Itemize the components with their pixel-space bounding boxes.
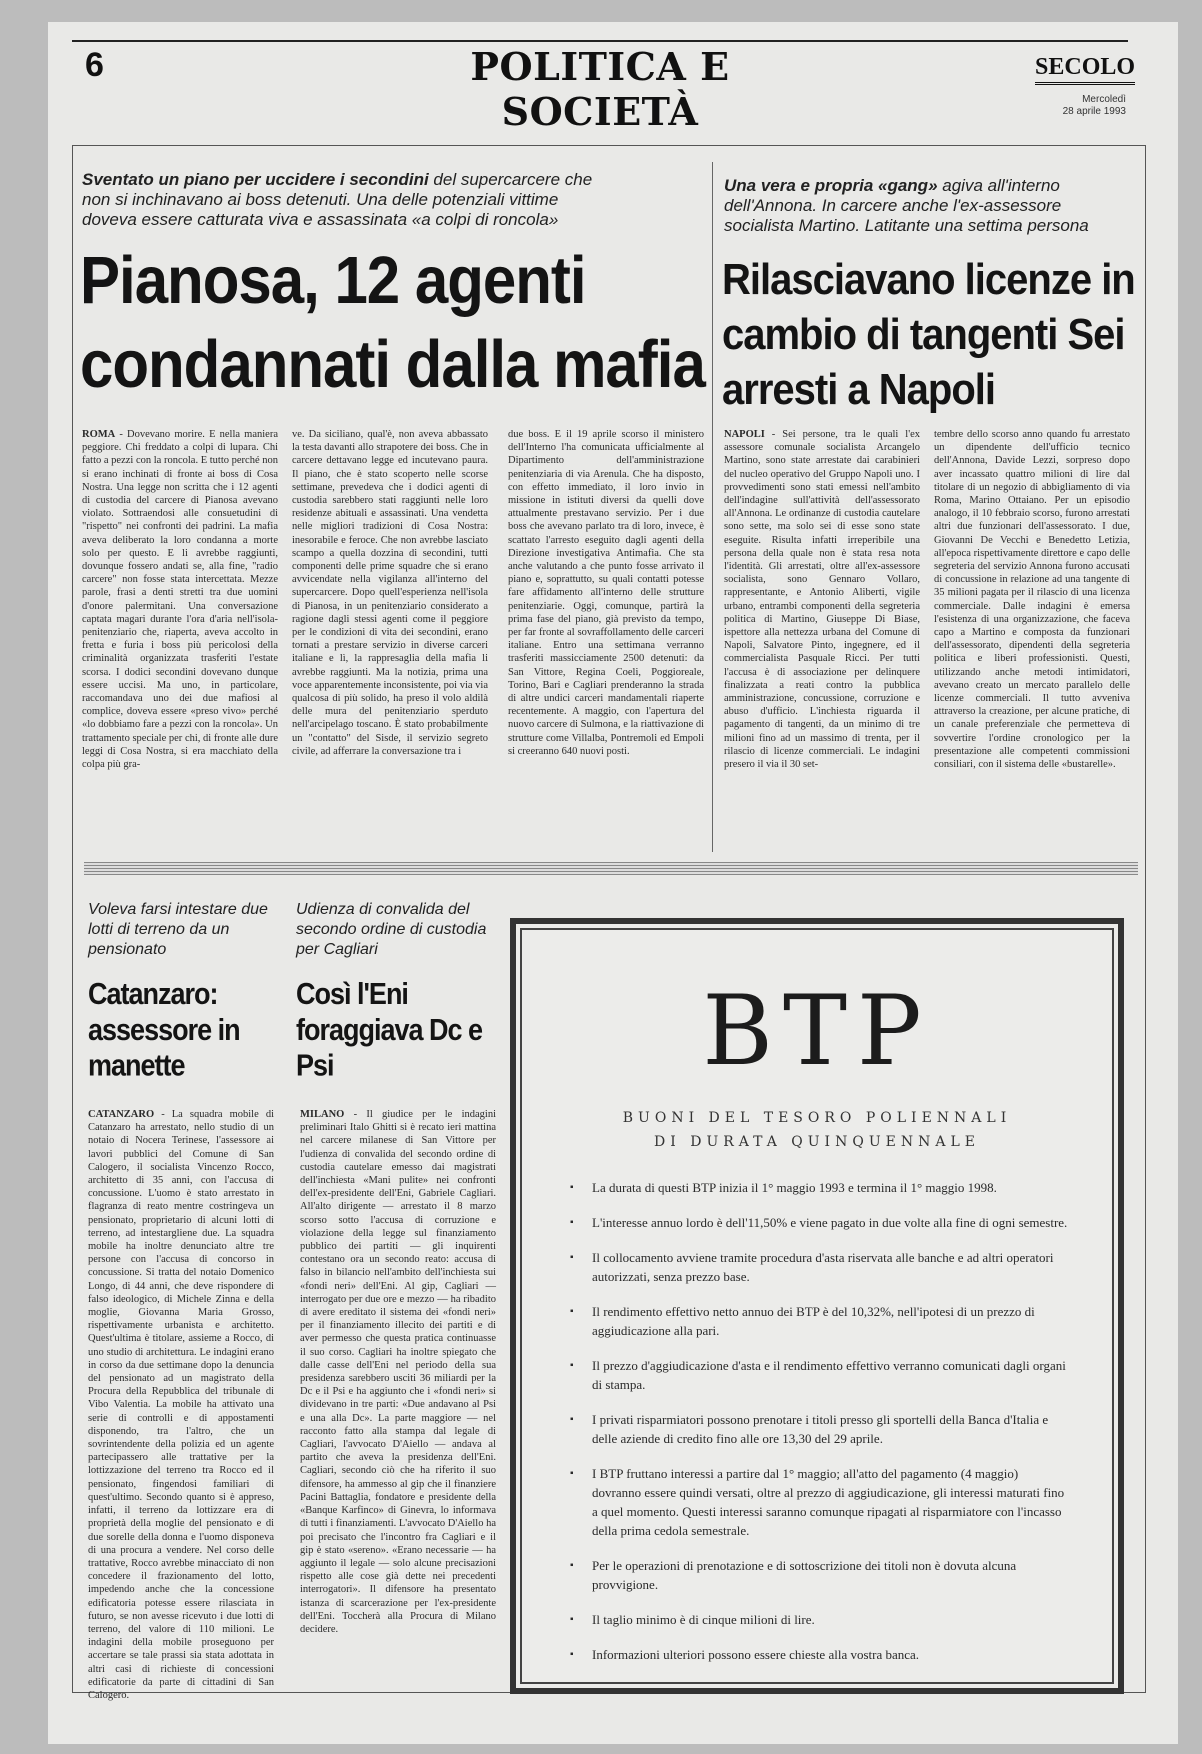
btp-term-item: ▪ Il prezzo d'aggiudicazione d'asta e il rendimento effettivo verranno comunicati dagli organi di stampa. xyxy=(580,1356,1070,1394)
lead-kicker-bold: Sventato un piano per uccidere i secondini xyxy=(82,170,429,189)
section-divider-bar xyxy=(84,862,1138,875)
issue-weekday: Mercoledì xyxy=(1082,94,1126,105)
napoli-dateline: NAPOLI xyxy=(724,429,765,440)
lead-column-2: ve. Da siciliano, qual'è, non aveva abbassato la testa davanti allo strapotere dei boss. Che in carcere dettavano legge ed incutevano paura. Il piano, che è stato scoperto nelle scorse settimane, prevedeva che i dodici agenti di custodia sarebbero stati raggiunti nelle loro residenze abituali e assassinati. Una vendetta nelle migliori tradizioni di Cosa Nostra: inesorabile e feroce. Che non avrebbe lasciato scampo a quella dozzina di secondini, tutti componenti delle prime squadre che si erano avvicendate nella vigilanza all'interno del supercarcere. Dopo quell'esperienza nell'isola di Pianosa, in un penitenziario considerato a ragione dagli stessi agenti come il peggiore per le condizioni di vita dei secondini, erano tornati a prestare servizio in diverse carceri italiane e lì, la rappresaglia della mafia li avrebbe raggiunti. Ma la notizia, prima una voce apparentemente inconsistente, poi via via qualcosa di più solido, ha preso il volo aldilà delle mura del penitenziario sperduto nell'arcipelago toscano. È stato probabilmente un "contatto" del Sisde, il servizio segreto civile, ad afferrare la conversazione tra i xyxy=(292,429,488,757)
lead-col1-text: - Dovevano morire. E nella maniera peggiore. Chi freddato a colpi di lupara. Chi fatto a pezzi con la roncola. E tutto perché non si erano inchinati di fronte ai boss di Cosa Nostra. Una legge non scritta che i 12 agenti di custodia del carcere di Pianosa avevano violato. Sottraendosi alle consuetudini di "rispetto" nei confronti dei padrini. La mafia aveva deliberato la loro condanna a morte solo per questo. E li avrebbe raggiunti, dovunque fossero andati se, alla fine, "radio carcere" non fosse stata intercettata. Mezze parole, frasi a denti stretti tra due uomini d'onore palermitani. Una conversazione captata magari durante l'ora d'aria nell'isola-penitenziario che, riaperta, aveva accolto in fretta e furia i boss più pericolosi della criminalità organizzata trasferiti l'estate scorsa. I dodici secondini dovevano dunque essere uccisi. Ma uno, in particolare, raccomandava uno dei due mafiosi al complice, doveva essere «preso vivo» perché «lo dobbiamo fare a pezzi con la roncola». Un trattamento speciale per chi, di fronte alle dure leggi di Cosa Nostra, si era macchiato della colpa più gra- xyxy=(82,429,278,771)
catanzaro-dateline: CATANZARO xyxy=(88,1109,155,1120)
btp-term-item: ▪ Il rendimento effettivo netto annuo dei BTP è del 10,32%, nell'ipotesi di un prezzo di aggiudicazione alla pari. xyxy=(580,1302,1070,1340)
napoli-column-2: tembre dello scorso anno quando fu arrestato un dipendente dell'ufficio tecnico dell'Annona, Davide Lezzi, sorpreso dopo aver incassato quattro milioni di lire dal titolare di un negozio di abbigliamento di via Roma, Marino Ottaiano. Per un episodio analogo, il 10 febbraio scorso, furono arrestati altri due funzionari dell'assessorato. I due, Giovanni De Vecchi e Benedetto Letizia, all'epoca rispettivamente direttore e capo delle segreteria del servizio Annona furono accusati di concussione in relazione ad una tangente di 35 milioni pagata per il rilascio di una licenza commerciale. Dalle indagini è emersa l'esistenza di una organizzazione, che faceva capo a Martino e composta da funzionari dell'assessorato, dipendenti della segreteria politica e liberi professionisti. Questi, utilizzando anche metodi intimidatori, avevano creato un mercato parallelo delle licenze commerciali. Il tutto avveniva attraverso la creazione, per alcune pratiche, di un canale preferenziale che permetteva di sovvertire l'ordine cronologico per la presentazione alle competenti commissioni consiliari, con il sistema delle «bustarelle». xyxy=(934,429,1130,771)
napoli-kicker-bold: Una vera e propria «gang» xyxy=(724,176,938,195)
eni-text: - Il giudice per le indagini preliminari Italo Ghitti si è recato ieri mattina nel carcere milanese di San Vittore per l'udienza di convalida del secondo ordine di custodia cautelare emesso dai magistrati dell'inchiesta «Mani pulite» nei confronti dell'ex-presidente dell'Eni, Gabriele Cagliari. All'alto dirigente — arrestato il 8 marzo scorso sotto l'accusa di corruzione e violazione della legge sul finanziamento pubblico dei partiti — gli inquirenti contestano ora un secondo reato: accusa di falso in bilancio nell'ambito dell'inchiesta sui «fondi neri» dell'Eni. Al gip, Cagliari — interrogato per due ore e mezzo — ha ribadito di avere ereditato il sistema dei «fondi neri» per il finanziamento illecito dei partiti e di aver permesso che questa pratica continuasse il suo corso. Cagliari ha inoltre spiegato che dalle casse dell'Eni nel periodo della sua presidenza sarebbero usciti 36 miliardi per la Dc e il Psi e ha aggiunto che i «fondi neri» si dividevano in tre parti: «Due andavano al Psi e una alla Dc». La parte maggiore — nel racconto fatto alla stampa dal legale di Cagliari, l'avvocato D'Aiello — andava al partito che aveva la presidenza dell'Eni. Cagliari, secondo ciò che ha riferito il suo difensore, ha ammesso al gip che il finanziere Pacini Battaglia, fondatore e presidente della «Banque Karfinco» di Ginevra, lo informava di tutti i finanziamenti. L'avvocato D'Aiello ha poi precisato che l'incontro fra Cagliari e il gip è stato «sereno». «Erano necessarie — ha aggiunto il legale — solo alcune precisazioni rispetto alle cose già dette nei precedenti interrogatori». Il difensore ha presentato istanza di scarcerazione per l'ex-presidente dell'Eni. Toccherà alla Procura di Milano decidere. xyxy=(300,1109,496,1635)
btp-term-item: ▪ Per le operazioni di prenotazione e di sottoscrizione dei titoli non è dovuta alcuna provvigione. xyxy=(580,1556,1070,1594)
lead-column-1 xyxy=(82,428,278,848)
eni-dateline: MILANO xyxy=(300,1109,345,1120)
btp-terms-list xyxy=(580,1178,1070,1680)
btp-term-item: ▪ La durata di questi BTP inizia il 1° maggio 1993 e termina il 1° maggio 1998. xyxy=(580,1178,1070,1197)
page-number: 6 xyxy=(85,46,104,84)
btp-subtitle-line-2: DI DURATA QUINQUENNALE xyxy=(654,1134,980,1150)
napoli-kicker xyxy=(724,176,1124,236)
napoli-kicker-text: agiva all'interno dell'Annona. In carcere anche l'ex-assessore socialista Martino. Latitante una settima persona xyxy=(724,176,1089,235)
catanzaro-text: - La squadra mobile di Catanzaro ha arrestato, nello studio di un notaio di Nocera Terinese, l'assessore ai lavori pubblici del Comune di San Calogero, il socialista Vincenzo Rocco, architetto di 35 anni, con l'accusa di concussione. L'uomo è stato arrestato in flagranza di reato mentre costringeva un pensionato, proprietario di alcuni lotti di terreno, ad intestargliene due. La squadra mobile ha inoltre denunciato altre tre persone con l'accusa di concorso in concussione. Si tratta del notaio Domenico Longo, di 44 anni, che deve rispondere di falso ideologico, di Michele Zinna e della moglie, Giovanna Maria Grosso, rispettivamente urbanista e architetto. Quest'ultima è titolare, assieme a Rocco, di uno studio di architettura. Le indagini erano in corso da due settimane dopo la denuncia del pensionato ad un magistrato della Procura della Repubblica del tribunale di Vibo Valentia. La mobile ha attivato una serie di controlli e di appostamenti disponendo, tra l'altro, che un sovrintendente della polizia ed un agente partecipassero alle trattative per la lottizzazione del terreno tra Rocco ed il pensionato, fingendosi familiari di quest'ultimo. Secondo quanto si è appreso, infatti, il terreno da lottizzare era di proprietà della moglie del pensionato e di due sorelle della donna e l'uomo disponeva di una procura a vendere. Nel corso delle trattative, Rocco avrebbe minacciato di non concedere il frazionamento del lotto, impedendo anche che la concessione edificatoria potesse essere rilasciata in futuro, se non avesse ricevuto i due lotti di terreno, del valore di 110 milioni. Le indagini della mobile proseguono per accertare se tale prassi sia stata adottata in altri casi di richieste di concessioni edificatorie da parte di cittadini di San Calogero. xyxy=(88,1109,274,1701)
eni-body xyxy=(300,1108,496,1678)
issue-day: 28 aprile 1993 xyxy=(1062,106,1126,117)
napoli-column-1 xyxy=(724,428,920,848)
eni-kicker: Udienza di convalida del secondo ordine di custodia per Cagliari xyxy=(296,901,487,958)
btp-term-item: ▪ Il collocamento avviene tramite procedura d'asta riservata alle banche e ad altri operatori autorizzati, senza prezzo base. xyxy=(580,1248,1070,1286)
btp-term-item: ▪ Informazioni ulteriori possono essere chieste alla vostra banca. xyxy=(580,1645,1070,1664)
header-rule xyxy=(72,40,1128,42)
btp-term-item: ▪ L'interesse annuo lordo è dell'11,50% e viene pagato in due volte alla fine di ogni semestre. xyxy=(580,1213,1070,1232)
napoli-col1-text: - Sei persone, tra le quali l'ex assessore comunale socialista Arcangelo Martino, sono state arrestate dai carabinieri del nucleo operativo del Gruppo Napoli uno. I provvedimenti sono stati emessi nell'ambito dell'indagine sull'attività dell'assessorato all'Annona. Le ordinanze di custodia cautelare sono sette, ma solo sei di esse sono state eseguite. Risulta infatti irreperibile una persona della quale non è stata resa nota l'identità. Gli arrestati, oltre all'ex-assessore socialista, sono Gennaro Vollaro, rappresentante, e Antonio Aliberti, vigile urbano, entrambi componenti della segreteria politica di Martino, Giuseppe Di Biase, ispettore alla nettezza urbana del Comune di Napoli, Salvatore Pinto, ingegnere, ed il commercialista Pasquale Ricci. Per tutti l'accusa è di associazione per delinquere finalizzata a reati contro la pubblica amministrazione, concussione, corruzione e abuso d'ufficio. L'inchiesta riguarda il pagamento di tangenti, da un minimo di tre milioni fino ad un massimo di trenta, per il rilascio di licenze commerciali. Le indagini presero il via il 30 set- xyxy=(724,429,920,771)
catanzaro-headline: Catanzaro: assessore in manette xyxy=(88,977,240,1083)
lead-dateline: ROMA xyxy=(82,429,116,440)
issue-date xyxy=(1010,94,1126,118)
btp-subtitle xyxy=(520,1106,1114,1154)
lead-column-3: due boss. E il 19 aprile scorso il ministero dell'Interno l'ha comunicata ufficialmente al Dipartimento dell'amministrazione penitenziaria di via Arenula. Che ha disposto, con effetto immediato, il loro invio in missione in istituti diversi da quelli dove attualmente prestavano servizio. Per i due boss che avevano parlato tra di loro, invece, è scattato l'arresto eseguito dagli agenti della Direzione investigativa Antimafia. Che sta anche valutando a che punto fosse arrivato il piano e, soprattutto, su quali contatti potesse fare affidamento all'interno delle strutture penitenziarie. Oggi, comunque, partirà la prima fase del piano, già previsto da tempo, per far fronte al sovraffollamento delle carceri italiane. Entro una settimana verranno trasferiti massicciamente 2500 detenuti: da San Vittore, Regina Coeli, Poggioreale, Torino, Bari e Cagliari prenderanno la strada di altre undici carceri mandamentali riaperte recentemente. A maggio, con l'apertura del nuovo carcere di Sulmona, e la riattivazione di strutture come Villalba, Pontremoli ed Empoli si creeranno 640 nuovi posti. xyxy=(508,429,704,757)
lead-kicker xyxy=(82,170,602,230)
btp-logo: BTP xyxy=(702,975,932,1087)
btp-term-item: ▪ Il taglio minimo è di cinque milioni di lire. xyxy=(580,1610,1070,1629)
section-title: POLITICA E SOCIETÀ xyxy=(470,44,730,134)
btp-term-item: ▪ I BTP fruttano interessi a partire dal 1° maggio; all'atto del pagamento (4 maggio) dovranno essere quindi versati, oltre al prezzo di aggiudicazione, gli interessi maturati fino a quel momento. Questi interessi saranno comunque ripagati al risparmiatore con l'incasso della prima cedola semestrale. xyxy=(580,1464,1070,1540)
btp-subtitle-line-1: BUONI DEL TESORO POLIENNALI xyxy=(622,1110,1012,1126)
newspaper-logo: SECOLO xyxy=(1035,54,1135,85)
lead-kicker-text: del supercarcere che non si inchinavano ai boss detenuti. Una delle potenziali vittime doveva essere catturata viva e assassinata «a colpi di roncola» xyxy=(82,170,593,229)
eni-headline: Così l'Eni foraggiava Dc e Psi xyxy=(296,977,483,1083)
btp-term-item: ▪ I privati risparmiatori possono prenotare i titoli presso gli sportelli della Banca d'Italia e delle aziende di credito fino alle ore 13,30 del 29 aprile. xyxy=(580,1410,1070,1448)
catanzaro-kicker: Voleva farsi intestare due lotti di terreno da un pensionato xyxy=(88,901,268,958)
lead-headline: Pianosa, 12 agenti condannati dalla mafia xyxy=(80,242,705,402)
napoli-headline: Rilasciavano licenze in cambio di tangenti Sei arresti a Napoli xyxy=(722,255,1135,414)
catanzaro-body xyxy=(88,1108,274,1701)
